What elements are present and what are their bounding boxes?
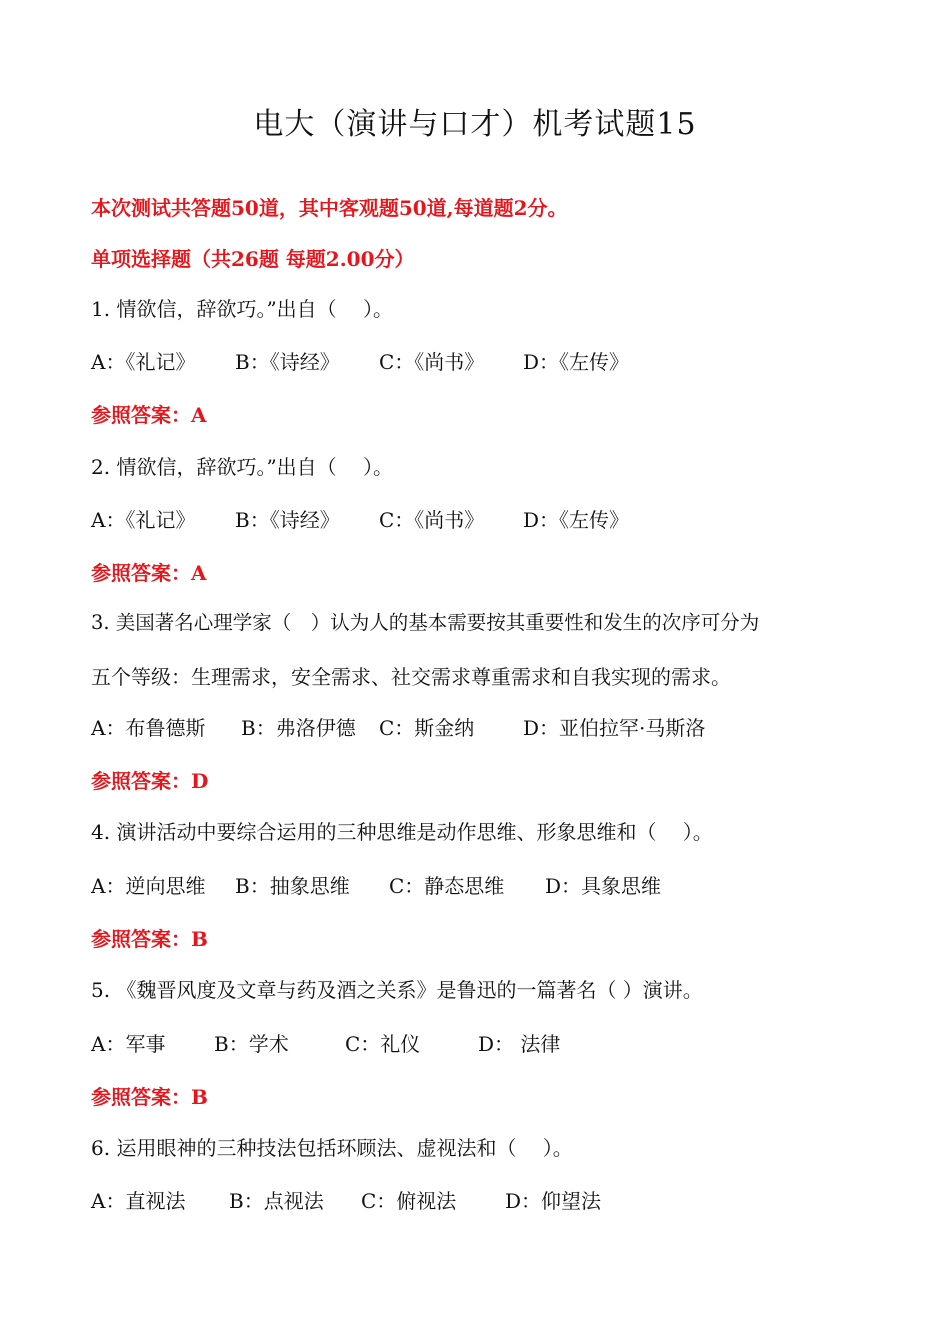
option-a: A：逆向思维 xyxy=(91,874,206,898)
option-b: B：学术 xyxy=(214,1032,289,1056)
option-c: C：俯视法 xyxy=(361,1189,457,1213)
option-a: A：《礼记》 xyxy=(91,508,196,532)
question-2-answer: 参照答案：A xyxy=(91,561,207,585)
question-1-options xyxy=(91,347,629,377)
option-b: B：《诗经》 xyxy=(235,350,340,374)
option-c: C：静态思维 xyxy=(389,874,505,898)
option-b: B：点视法 xyxy=(229,1189,324,1213)
question-4-answer: 参照答案：B xyxy=(91,927,208,951)
option-c: C：礼仪 xyxy=(345,1032,421,1056)
question-5-answer: 参照答案：B xyxy=(91,1085,208,1109)
option-a: A：布鲁德斯 xyxy=(91,716,206,740)
question-3-text-line1: 3. 美国著名心理学家（ ）认为人的基本需要按其重要性和发生的次序可分为 xyxy=(91,611,760,634)
section-heading: 单项选择题（共26题 每题2.00分） xyxy=(91,247,415,271)
option-d: D： 法律 xyxy=(478,1032,561,1056)
question-6-options xyxy=(91,1186,601,1216)
option-d: D：仰望法 xyxy=(505,1189,602,1213)
option-b: B：抽象思维 xyxy=(235,874,350,898)
question-2-text: 2. 情欲信，辞欲巧。”出自（ ）。 xyxy=(91,455,394,479)
question-3-answer: 参照答案：D xyxy=(91,769,209,793)
option-d: D：具象思维 xyxy=(545,874,662,898)
question-5-options xyxy=(91,1029,560,1059)
question-3-options xyxy=(91,713,705,743)
option-c: C：斯金纳 xyxy=(379,716,475,740)
question-5-text: 5. 《魏晋风度及文章与药及酒之关系》是鲁迅的一篇著名（ ）演讲。 xyxy=(91,978,703,1002)
test-intro: 本次测试共答题50道，其中客观题50道,每道题2分。 xyxy=(91,196,568,220)
option-a: A：直视法 xyxy=(91,1189,186,1213)
option-c: C：《尚书》 xyxy=(379,350,485,374)
question-1-text: 1. 情欲信，辞欲巧。”出自（ ）。 xyxy=(91,297,394,321)
option-d: D：亚伯拉罕·马斯洛 xyxy=(523,716,706,740)
question-6-text: 6. 运用眼神的三种技法包括环顾法、虚视法和（ ）。 xyxy=(91,1136,573,1160)
question-4-text: 4. 演讲活动中要综合运用的三种思维是动作思维、形象思维和（ ）。 xyxy=(91,820,713,844)
question-1-answer: 参照答案：A xyxy=(91,403,207,427)
option-d: D：《左传》 xyxy=(523,508,630,532)
option-a: A：《礼记》 xyxy=(91,350,196,374)
page-title: 电大（演讲与口才）机考试题15 xyxy=(253,107,697,142)
question-2-options xyxy=(91,505,629,535)
option-a: A：军事 xyxy=(91,1032,166,1056)
question-4-options xyxy=(91,871,661,901)
option-b: B：弗洛伊德 xyxy=(241,716,356,740)
option-c: C：《尚书》 xyxy=(379,508,485,532)
option-d: D：《左传》 xyxy=(523,350,630,374)
question-3-text-line2: 五个等级：生理需求，安全需求、社交需求尊重需求和自我实现的需求。 xyxy=(91,665,731,689)
option-b: B：《诗经》 xyxy=(235,508,340,532)
